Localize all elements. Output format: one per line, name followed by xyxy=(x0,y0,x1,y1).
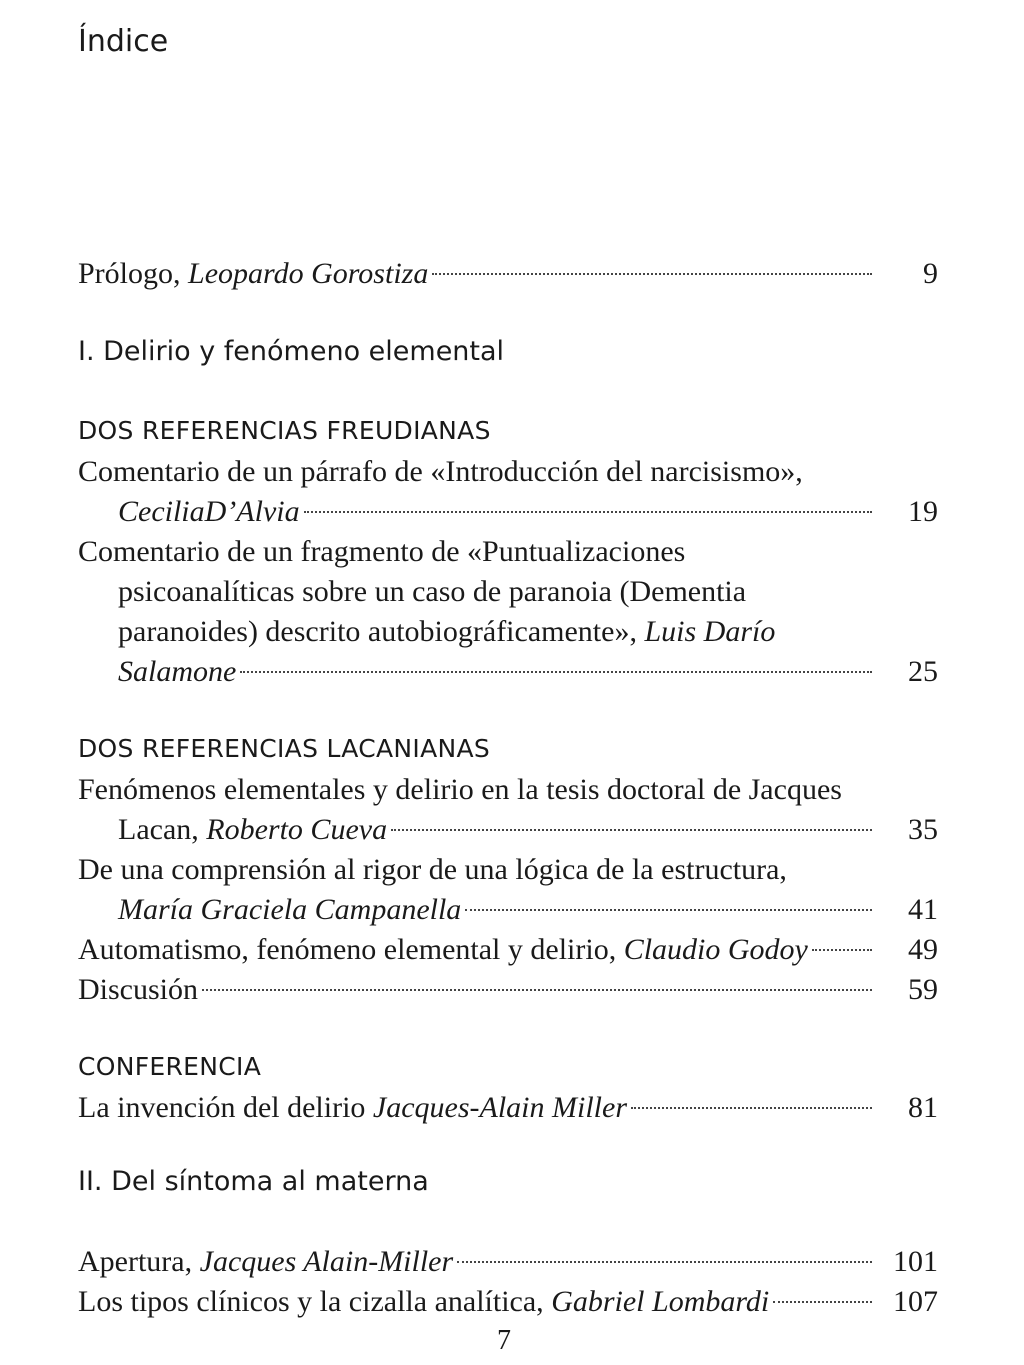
dot-leader xyxy=(432,273,872,275)
entry-title: Comentario de un párrafo de «Introducción del narcisismo», xyxy=(78,455,803,488)
entry-author: Jacques Alain-Miller xyxy=(199,1245,454,1278)
entry-title: Apertura, xyxy=(78,1245,193,1278)
entry-author: Luis Darío xyxy=(644,615,776,648)
toc-entry-salamone[interactable] xyxy=(118,652,938,692)
dot-leader xyxy=(240,671,872,673)
page-folio: 7 xyxy=(497,1325,511,1356)
entry-title: paranoides) descrito autobiográficamente», xyxy=(118,615,637,648)
page-number: 41 xyxy=(908,893,938,926)
entry-title: Los tipos clínicos y la cizalla analítica, xyxy=(78,1285,544,1318)
entry-author: Salamone xyxy=(118,655,237,688)
entry-text xyxy=(78,254,428,294)
page-number: 59 xyxy=(908,973,938,1006)
group-heading-freudianas: DOS REFERENCIAS FREUDIANAS xyxy=(78,416,491,445)
toc-entry-dalvia[interactable] xyxy=(118,492,938,532)
entry-title: Comentario de un fragmento de «Puntualizaciones xyxy=(78,535,686,568)
dot-leader xyxy=(631,1107,872,1109)
page-number: 81 xyxy=(908,1091,938,1124)
page-number: 107 xyxy=(893,1285,938,1318)
toc-entry-line[interactable] xyxy=(118,572,938,612)
toc-entry-line[interactable] xyxy=(118,612,938,652)
dot-leader xyxy=(457,1261,872,1263)
entry-author: Claudio Godoy xyxy=(623,933,808,966)
entry-title: psicoanalíticas sobre un caso de paranoia (Dementia xyxy=(118,575,747,608)
entry-title: Automatismo, fenómeno elemental y delirio, xyxy=(78,933,617,966)
entry-title: La invención del delirio xyxy=(78,1091,366,1124)
toc-entry-prologue[interactable] xyxy=(78,254,938,294)
toc-entry-line[interactable] xyxy=(78,532,938,572)
toc-entry-line[interactable] xyxy=(78,770,938,810)
page-number: 35 xyxy=(908,813,938,846)
entry-author: Gabriel Lombardi xyxy=(551,1285,770,1318)
toc-entry-godoy[interactable] xyxy=(78,930,938,970)
entry-title: Lacan, xyxy=(118,813,199,846)
entry-author: Roberto Cueva xyxy=(206,813,388,846)
page-number: 25 xyxy=(908,655,938,688)
page-number: 49 xyxy=(908,933,938,966)
part-heading-1: I. Delirio y fenómeno elemental xyxy=(78,336,505,367)
toc-entry-apertura[interactable] xyxy=(78,1242,938,1282)
entry-text xyxy=(78,930,808,970)
entry-author: Leopardo Gorostiza xyxy=(188,257,429,290)
toc-entry-campanella[interactable] xyxy=(118,890,938,930)
page-heading: Índice xyxy=(78,24,169,59)
dot-leader xyxy=(304,511,872,513)
entry-title: Discusión xyxy=(78,973,198,1006)
toc-entry-lombardi[interactable] xyxy=(78,1282,938,1322)
toc-entry-line[interactable] xyxy=(78,452,938,492)
entry-text xyxy=(118,810,387,850)
dot-leader xyxy=(391,829,872,831)
entry-text xyxy=(78,1088,627,1128)
page-number: 101 xyxy=(893,1245,938,1278)
group-heading-conferencia: CONFERENCIA xyxy=(78,1052,262,1081)
entry-author: María Graciela Campanella xyxy=(118,893,462,926)
group-heading-lacanianas: DOS REFERENCIAS LACANIANAS xyxy=(78,734,491,763)
entry-title: Prólogo, xyxy=(78,257,181,290)
entry-text xyxy=(78,1282,769,1322)
page-number: 9 xyxy=(923,257,938,290)
entry-text xyxy=(78,1242,453,1282)
part-heading-2: II. Del síntoma al materna xyxy=(78,1166,429,1197)
dot-leader xyxy=(773,1301,872,1303)
toc-entry-cueva[interactable] xyxy=(118,810,938,850)
entry-title: Fenómenos elementales y delirio en la tesis doctoral de Jacques xyxy=(78,773,842,806)
entry-author: Jacques-Alain Miller xyxy=(372,1091,627,1124)
dot-leader xyxy=(202,989,872,991)
entry-title: De una comprensión al rigor de una lógica de la estructura, xyxy=(78,853,787,886)
page-number: 19 xyxy=(908,495,938,528)
toc-entry-discusion[interactable] xyxy=(78,970,938,1010)
entry-author: CeciliaD’Alvia xyxy=(118,495,300,528)
toc-entry-line[interactable] xyxy=(78,850,938,890)
dot-leader xyxy=(465,909,872,911)
dot-leader xyxy=(812,949,872,951)
toc-entry-miller[interactable] xyxy=(78,1088,938,1128)
